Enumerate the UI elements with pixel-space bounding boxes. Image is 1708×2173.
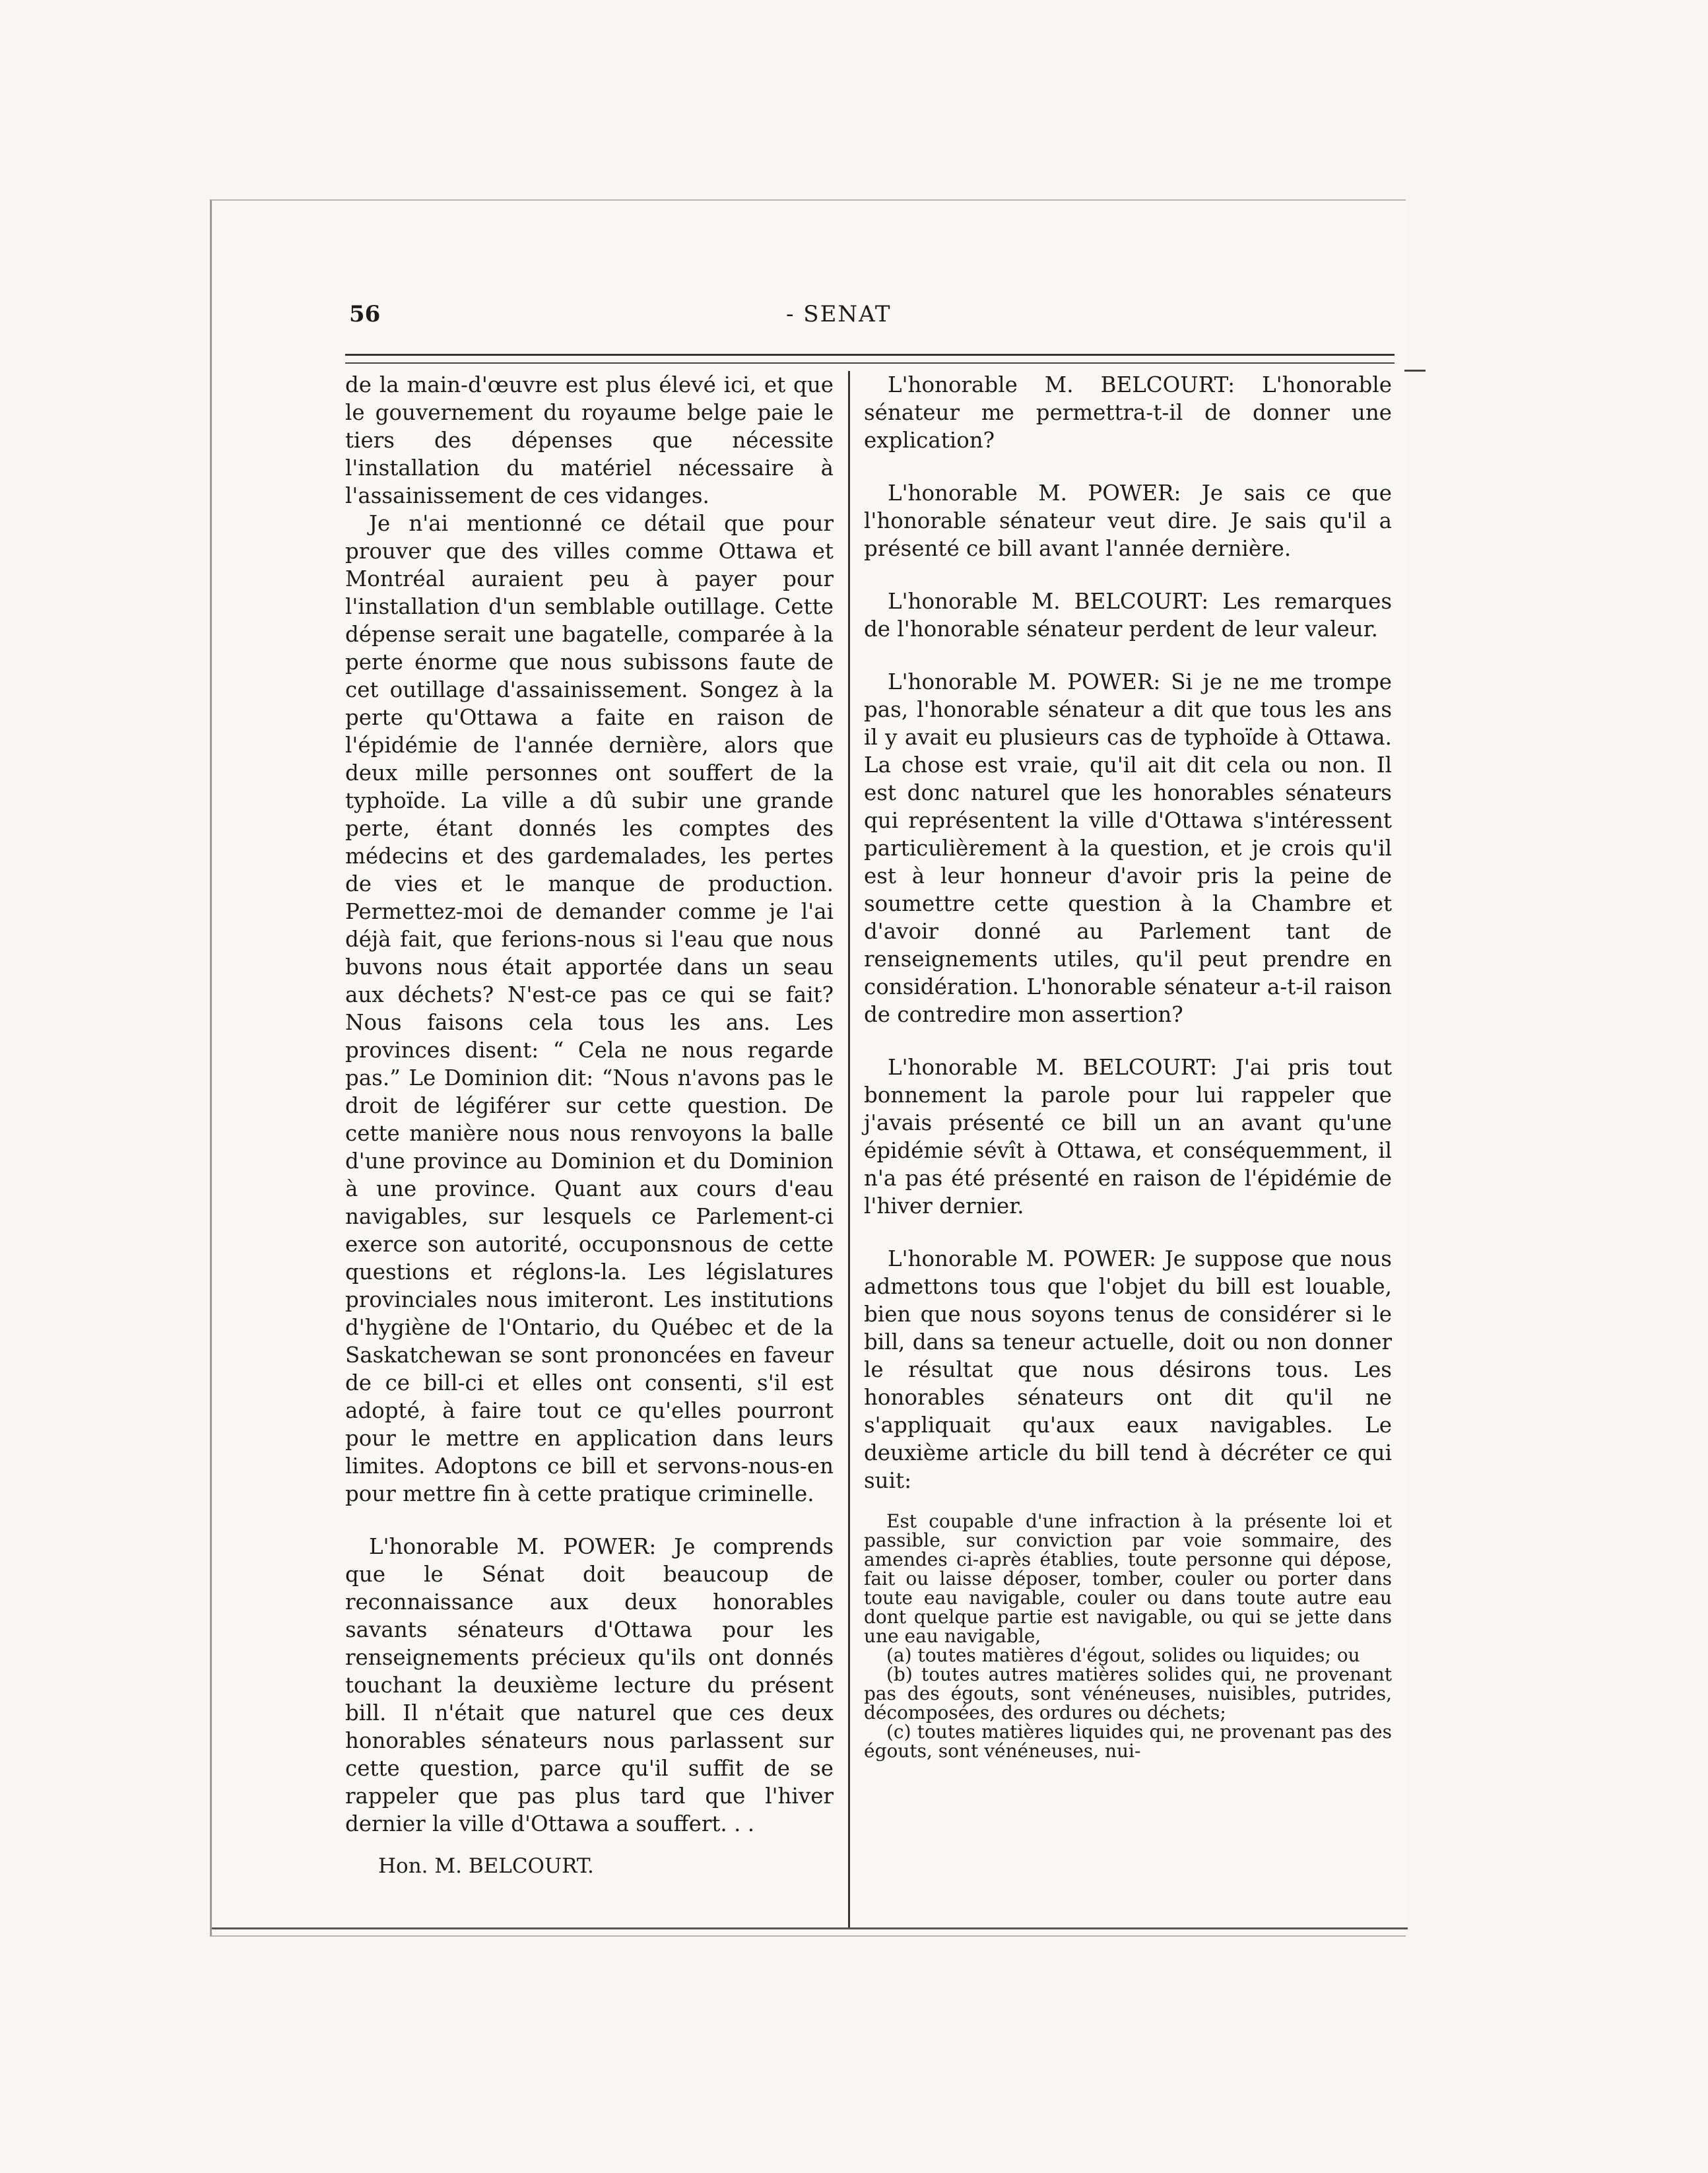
paragraph: Je n'ai mentionné ce détail que pour prouver que des villes comme Ottawa et Montréal auraient peu à payer pour l'installation d'un semblable outillage. Cette dépense serait une bagatelle, comparée à la perte énorme que nous subissons faute de cet outillage d'assainissement. Songez à la perte qu'Ottawa a faite en raison de l'épidémie de l'année dernière, alors que deux mille personnes ont souffert de la typhoïde. La ville a dû subir une grande perte, étant donnés les comptes des médecins et des gardemalades, les pertes de vies et le manque de production. Permettez-moi de demander comme je l'ai déjà fait, que ferions-nous si l'eau que nous buvons nous était apportée dans un seau aux déchets? N'est-ce pas ce qui se fait? Nous faisons cela tous les ans. Les provinces disent: “ Cela ne nous regarde pas.” Le Dominion dit: “Nous n'avons pas le droit de légiférer sur cette question. De cette manière nous nous renvoyons la balle d'une province au Dominion et du Dominion à une province. Quant aux cours d'eau navigables, sur lesquels ce Parlement-ci exerce son autorité, occuponsnous de cette questions et réglons-la. Les législatures provinciales nous imiteront. Les institutions d'hygiène de l'Ontario, du Québec et de la Saskatchewan se sont prononcées en faveur de ce bill-ci et elles ont consenti, s'il est adopté, à faire tout ce qu'elles pourront pour le mettre en application dans leurs limites. Adoptons ce bill et servons-nous-en pour mettre fin à cette pratique criminelle. bbox=[345, 511, 834, 1506]
page-number: 56 bbox=[349, 301, 381, 327]
column-divider bbox=[848, 371, 850, 1929]
left-column bbox=[345, 371, 834, 1880]
margin-mark bbox=[1404, 370, 1426, 372]
paragraph: L'honorable M. POWER: Je comprends que le Sénat doit beaucoup de reconnaissance aux deux honorables savants sénateurs d'Ottawa pour les renseignements précieux qu'ils ont donnés touchant la deuxième lecture du présent bill. Il n'était que naturel que ces deux honorables sénateurs nous parlassent sur cette question, parce qu'il suffit de se rappeler que pas plus tard que l'hiver dernier la ville d'Ottawa a souffert. . . bbox=[345, 1534, 834, 1836]
running-head: - SENAT bbox=[786, 301, 892, 327]
quoted-list-item: (a) toutes matières d'égout, solides ou liquides; ou bbox=[886, 1644, 1360, 1666]
paragraph: L'honorable M. BELCOURT: Les remarques de l'honorable sénateur perdent de leur valeur. bbox=[864, 589, 1392, 642]
paragraph: de la main-d'œuvre est plus élevé ici, et que le gouvernement du royaume belge paie le tiers des dépenses que nécessite l'installation du matériel nécessaire à l'assainissement de ces vidanges. bbox=[345, 372, 834, 508]
quoted-list-item: (b) toutes autres matières solides qui, ne provenant pas des égouts, sont vénéneuses, nuisibles, putrides, décomposées, des ordures ou déchets; bbox=[864, 1663, 1392, 1723]
paragraph: L'honorable M. POWER: Je suppose que nous admettons tous que l'objet du bill est louable, bien que nous soyons tenus de considérer si le bill, dans sa teneur actuelle, doit ou non donner le résultat que nous désirons tous. Les honorables sénateurs ont dit qu'il ne s'appliquait qu'aux eaux navigables. Le deuxième article du bill tend à décréter ce qui suit: bbox=[864, 1246, 1392, 1493]
footer-rule bbox=[212, 1927, 1408, 1929]
paragraph: L'honorable M. BELCOURT: J'ai pris tout bonnement la parole pour lui rappeler que j'avais présenté ce bill un an avant qu'une épidémie sévît à Ottawa, et conséquemment, il n'a pas été présenté en raison de l'épidémie de l'hiver dernier. bbox=[864, 1055, 1392, 1219]
quoted-bill-text: Est coupable d'une infraction à la présente loi et passible, sur conviction par voie sommaire, des amendes ci-après établies, toute personne qui dépose, fait ou laisse déposer, tomber, couler ou porter dans toute eau navigable, couler ou dans toute autre eau dont quelque partie est navigable, ou qui se jette dans une eau navigable, bbox=[864, 1510, 1392, 1647]
signature-line: Hon. M. BELCOURT. bbox=[378, 1854, 594, 1878]
page-header bbox=[212, 301, 1408, 341]
scanned-page bbox=[210, 199, 1406, 1937]
quoted-list-item: (c) toutes matières liquides qui, ne provenant pas des égouts, sont vénéneuses, nui- bbox=[864, 1721, 1392, 1762]
header-double-rule bbox=[345, 354, 1395, 364]
paragraph: L'honorable M. BELCOURT: L'honorable sénateur me permettra-t-il de donner une explication? bbox=[864, 372, 1392, 453]
right-column bbox=[864, 371, 1392, 1760]
paragraph: L'honorable M. POWER: Si je ne me trompe pas, l'honorable sénateur a dit que tous les ans il y avait eu plusieurs cas de typhoïde à Ottawa. La chose est vraie, qu'il ait dit cela ou non. Il est donc naturel que les honorables sénateurs qui représentent la ville d'Ottawa s'intéressent particulièrement à la question, et je crois qu'il est à leur honneur d'avoir pris la peine de soumettre cette question à la Chambre et d'avoir donné au Parlement tant de renseignements utiles, qu'il peut prendre en considération. L'honorable sénateur a-t-il raison de contredire mon assertion? bbox=[864, 669, 1392, 1027]
paragraph: L'honorable M. POWER: Je sais ce que l'honorable sénateur veut dire. Je sais qu'il a présenté ce bill avant l'année dernière. bbox=[864, 481, 1392, 561]
